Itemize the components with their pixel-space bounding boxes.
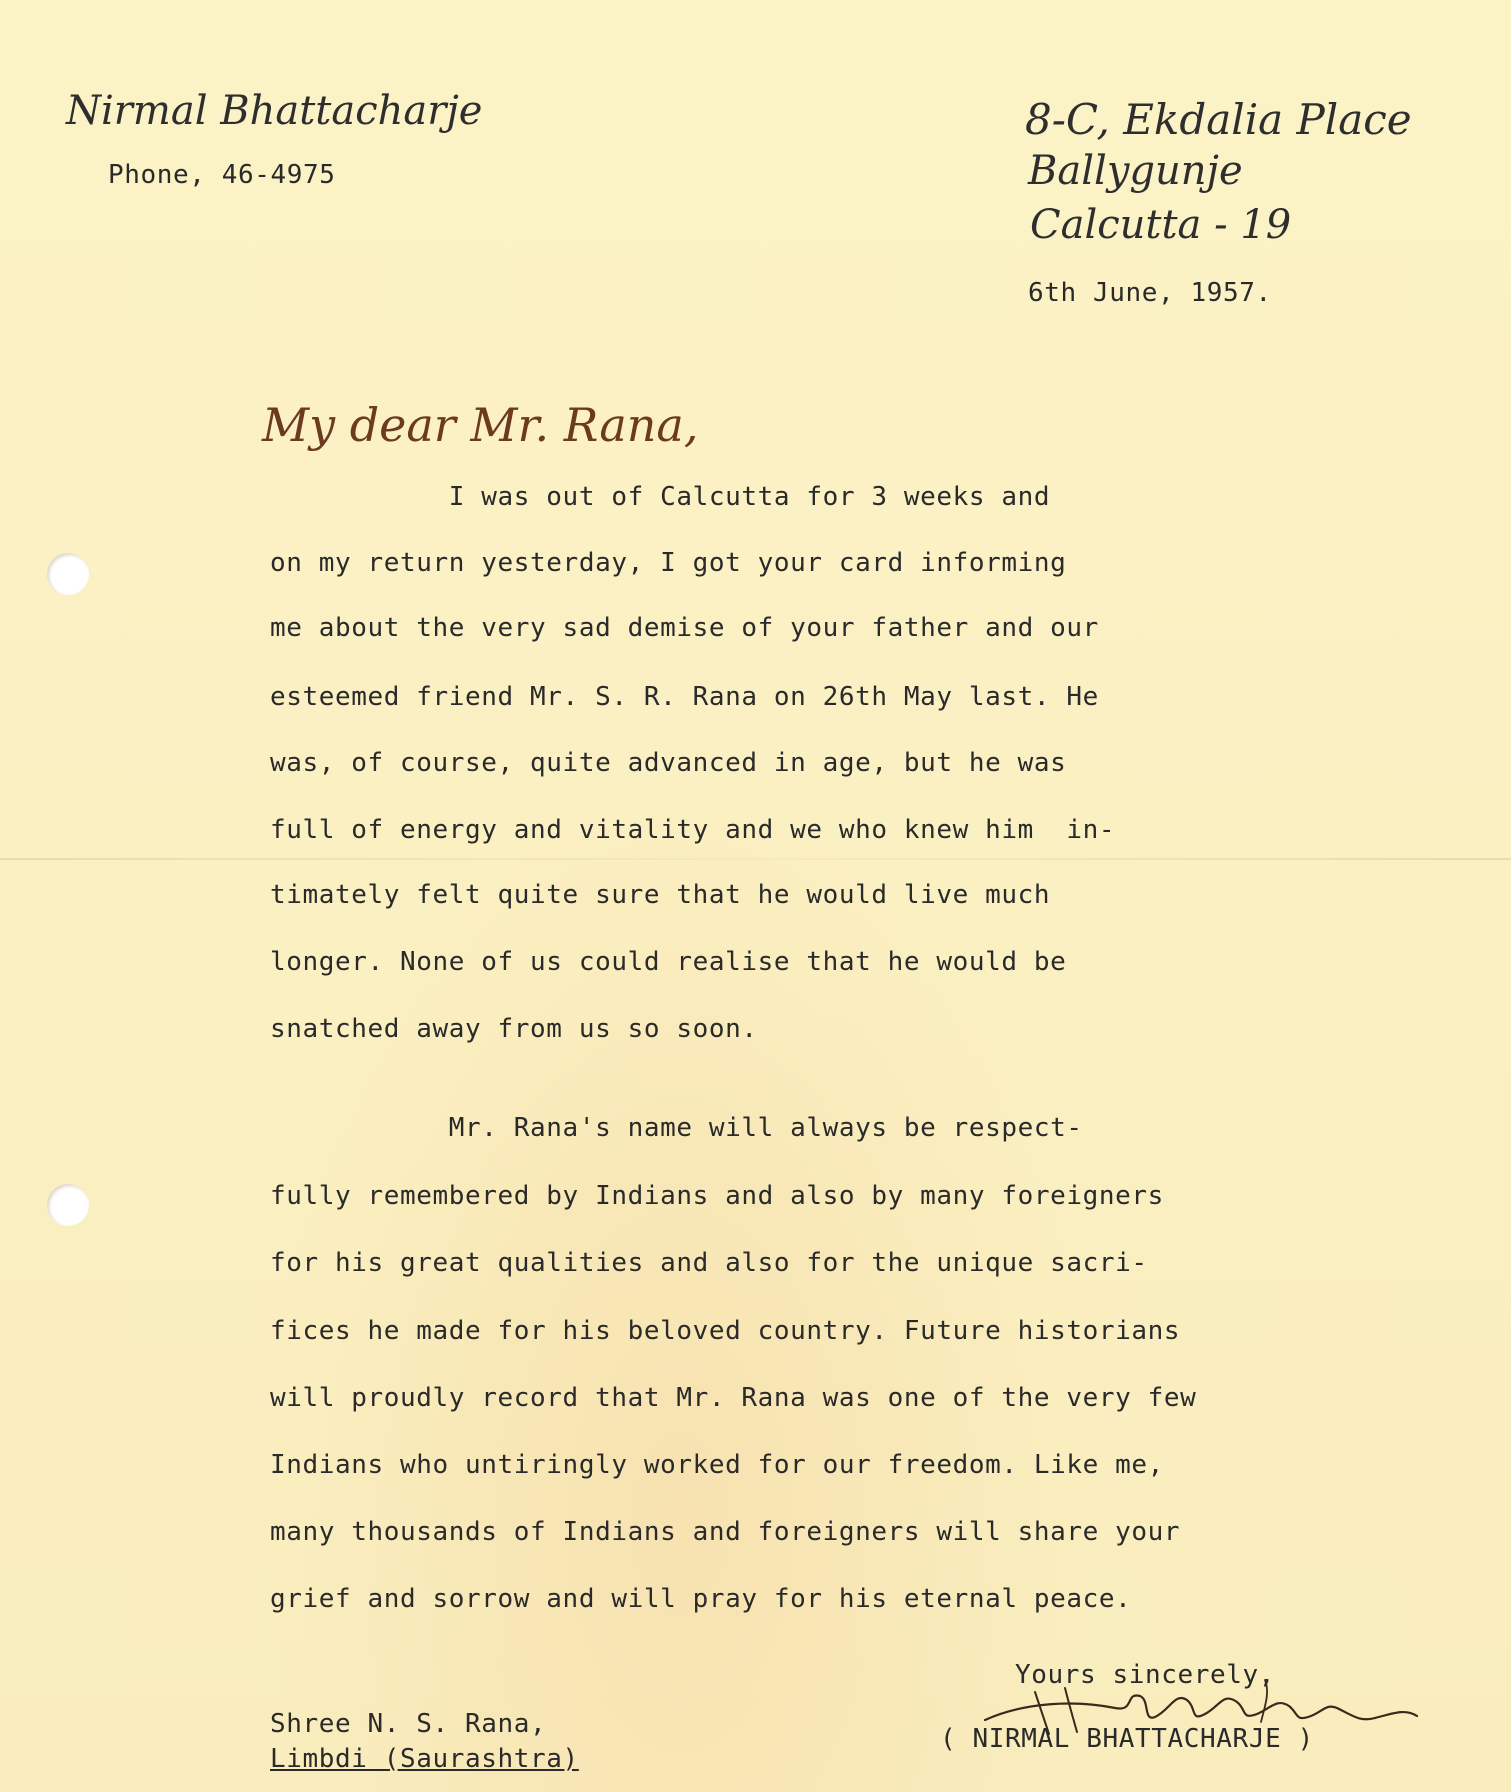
body-line: Mr. Rana's name will always be respect-: [270, 1113, 1083, 1143]
address-line-1: 8-C, Ekdalia Place: [1025, 95, 1412, 144]
body-line: esteemed friend Mr. S. R. Rana on 26th May last. He: [270, 682, 1099, 712]
body-line: on my return yesterday, I got your card informing: [270, 548, 1067, 578]
body-line: full of energy and vitality and we who knew him in-: [270, 815, 1116, 845]
paper-fold-line: [0, 858, 1511, 860]
address-line-3: Calcutta - 19: [1030, 202, 1292, 248]
address-line-2: Ballygunje: [1028, 148, 1243, 194]
body-line: was, of course, quite advanced in age, but he was: [270, 748, 1067, 778]
recipient-place: Limbdi (Saurashtra): [270, 1744, 579, 1774]
body-line: grief and sorrow and will pray for his eternal peace.: [270, 1584, 1132, 1614]
salutation: My dear Mr. Rana,: [262, 398, 699, 452]
body-line: fices he made for his beloved country. Future historians: [270, 1316, 1181, 1346]
body-line: for his great qualities and also for the unique sacri-: [270, 1248, 1148, 1278]
letterhead-phone: Phone, 46-4975: [108, 160, 336, 190]
body-line: I was out of Calcutta for 3 weeks and: [270, 482, 1051, 512]
typed-signature-name: ( NIRMAL BHATTACHARJE ): [940, 1724, 1314, 1754]
letterhead-name: Nirmal Bhattacharje: [66, 88, 483, 134]
body-line: Indians who untiringly worked for our freedom. Like me,: [270, 1450, 1164, 1480]
body-line: me about the very sad demise of your father and our: [270, 613, 1099, 643]
recipient-name: Shree N. S. Rana,: [270, 1709, 547, 1739]
body-line: fully remembered by Indians and also by many foreigners: [270, 1181, 1164, 1211]
body-line: will proudly record that Mr. Rana was one of the very few: [270, 1383, 1197, 1413]
punch-hole: [47, 553, 89, 595]
body-line: longer. None of us could realise that he would be: [270, 947, 1067, 977]
body-line: timately felt quite sure that he would live much: [270, 880, 1051, 910]
body-line: many thousands of Indians and foreigners will share your: [270, 1517, 1181, 1547]
body-line: snatched away from us so soon.: [270, 1014, 758, 1044]
letter-date: 6th June, 1957.: [1028, 278, 1272, 308]
punch-hole: [47, 1184, 89, 1226]
valediction: Yours sincerely,: [1015, 1660, 1276, 1690]
